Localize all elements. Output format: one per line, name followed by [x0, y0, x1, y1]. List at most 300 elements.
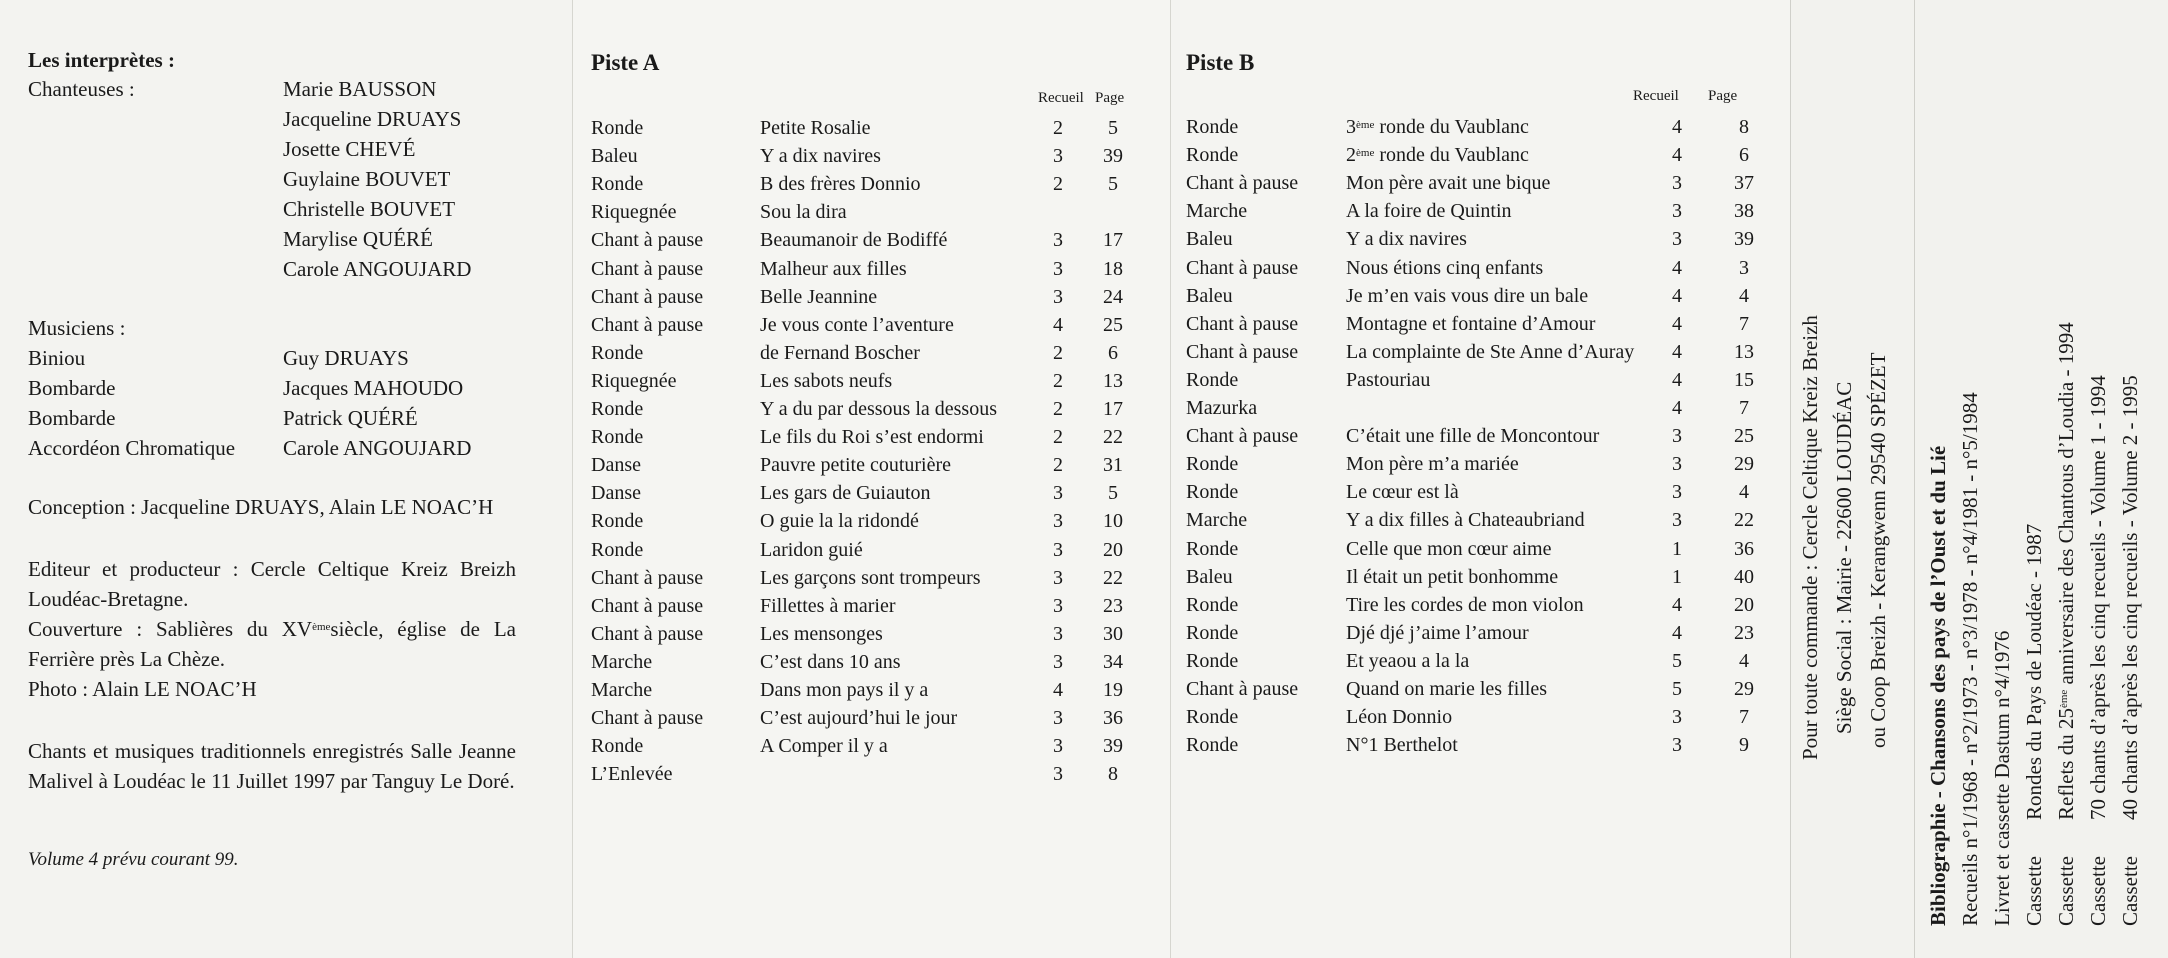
track-type: Ronde	[1186, 481, 1239, 504]
track-title-text: Il était un petit bonhomme	[1346, 565, 1559, 588]
track-page: 25	[1103, 313, 1123, 336]
track-title-rest: ronde du Vaublanc	[1374, 144, 1529, 167]
track-recueil: 3	[1053, 594, 1063, 617]
track-title	[760, 311, 954, 339]
track-row	[1171, 506, 1790, 534]
track-page: 20	[1103, 538, 1123, 561]
track-row	[1171, 113, 1790, 141]
musician-instrument: Bombarde	[28, 376, 116, 400]
track-type: Chant à pause	[591, 566, 704, 589]
track-title-text: Y a dix filles à Chateaubriand	[1346, 509, 1585, 532]
track-title-text: de Fernand Boscher	[760, 341, 920, 364]
cover-sup: ème	[312, 621, 331, 633]
track-recueil: 3	[1672, 200, 1682, 223]
track-title-text: Léon Donnio	[1346, 706, 1453, 729]
track-title	[760, 507, 919, 535]
singer-name: Carole ANGOUJARD	[283, 257, 472, 281]
track-title	[1346, 310, 1595, 338]
track-title	[1346, 169, 1550, 197]
track-title	[760, 367, 892, 395]
track-recueil: 4	[1672, 256, 1682, 279]
track-title-text: Petite Rosalie	[760, 117, 871, 139]
track-type: Marche	[1186, 509, 1248, 532]
track-title-text: C’est aujourd’hui le jour	[760, 707, 958, 730]
track-title	[1346, 591, 1584, 619]
track-page: 29	[1734, 453, 1754, 476]
bibliography-item-text-main: 70 chants d’après les cinq recueils - Volume 1 - 1994	[2086, 375, 2110, 820]
track-title-text: La complainte de Ste Anne d’Auray	[1346, 340, 1635, 363]
track-page: 39	[1103, 735, 1123, 758]
editor-text: Editeur et producteur : Cercle Celtique Kreiz Breizh Loudéac-Bretagne.	[28, 557, 516, 611]
bibliography-item-text-rest: anniversaire des Chantous d’Loudia - 1994	[2054, 322, 2078, 690]
bibliography-item-kind: Cassette	[2086, 856, 2110, 926]
track-title-rest: ronde du Vaublanc	[1374, 116, 1529, 138]
track-type: Chant à pause	[1186, 256, 1299, 279]
track-title	[1346, 282, 1588, 310]
track-recueil: 3	[1672, 453, 1682, 476]
track-title	[760, 114, 871, 142]
track-recueil: 3	[1672, 509, 1682, 532]
track-title-text: Celle que mon cœur aime	[1346, 537, 1552, 560]
track-row	[1171, 282, 1790, 310]
track-page: 5	[1108, 173, 1118, 196]
track-type: Ronde	[591, 117, 644, 139]
track-title-text: Je m’en vais vous dire un bale	[1346, 284, 1589, 307]
track-title-text: A la foire de Quintin	[1346, 200, 1512, 223]
track-title-text: Les gars de Guiauton	[760, 482, 931, 505]
bibliography-item-kind: Cassette	[2054, 856, 2078, 926]
track-title-text: Les sabots neufs	[760, 369, 893, 392]
track-title-text: Le fils du Roi s’est endormi	[760, 426, 984, 449]
order-panel	[1790, 0, 1914, 958]
track-title	[1346, 563, 1558, 591]
track-page: 4	[1739, 284, 1749, 307]
track-row	[573, 255, 1170, 283]
track-recueil: 3	[1053, 229, 1063, 252]
track-row	[573, 114, 1170, 142]
track-title	[1346, 535, 1552, 563]
track-recueil: 3	[1053, 650, 1063, 673]
track-page: 7	[1739, 312, 1749, 335]
track-type: Marche	[1186, 200, 1248, 223]
track-row	[573, 676, 1170, 704]
track-recueil: 3	[1053, 735, 1063, 758]
track-title-text: Et yeaou a la la	[1346, 649, 1470, 672]
track-title	[760, 676, 928, 704]
piste-a-page-header: Page	[1095, 90, 1125, 106]
track-title-text: C’est dans 10 ans	[760, 650, 901, 673]
track-title-text: C’était une fille de Moncontour	[1346, 425, 1600, 448]
track-title-text: Fillettes à marier	[760, 594, 896, 617]
track-type: Baleu	[1186, 565, 1233, 588]
piste-b-panel	[1170, 0, 1790, 958]
track-title	[1346, 506, 1585, 534]
track-row	[1171, 169, 1790, 197]
track-title-text: Nous étions cinq enfants	[1346, 256, 1544, 279]
track-page: 6	[1108, 341, 1118, 364]
track-recueil: 3	[1053, 622, 1063, 645]
musician-name: Carole ANGOUJARD	[283, 436, 472, 460]
singer-name: Josette CHEVÉ	[283, 137, 416, 161]
track-type: Baleu	[591, 145, 638, 168]
track-title	[760, 592, 896, 620]
bibliography-item-kind: Cassette	[2022, 856, 2046, 926]
track-row	[1171, 197, 1790, 225]
track-type: Baleu	[1186, 228, 1233, 251]
track-page: 36	[1734, 537, 1754, 560]
track-row	[1171, 619, 1790, 647]
track-recueil: 1	[1672, 565, 1682, 588]
track-row	[1171, 394, 1790, 422]
track-title	[760, 283, 877, 311]
track-row	[1171, 675, 1790, 703]
track-page: 4	[1739, 481, 1749, 504]
track-type: Riquegnée	[591, 201, 677, 224]
track-row	[1171, 310, 1790, 338]
track-page: 25	[1734, 425, 1754, 448]
track-row	[573, 339, 1170, 367]
track-recueil: 3	[1053, 257, 1063, 280]
track-type: Chant à pause	[591, 594, 704, 617]
track-row	[573, 283, 1170, 311]
bibliography-item-text-main: Reflets du 25	[2054, 708, 2078, 820]
track-title-text: A Comper il y a	[760, 735, 888, 758]
track-recueil: 2	[1053, 426, 1063, 449]
track-recueil: 4	[1672, 340, 1682, 363]
track-page: 34	[1103, 650, 1123, 673]
performers-heading: Les interprètes :	[28, 48, 175, 72]
track-recueil: 4	[1672, 312, 1682, 335]
piste-b-page-header: Page	[1708, 88, 1738, 104]
track-title	[760, 648, 901, 676]
bibliography-line-1: Recueils n°1/1968 - n°2/1973 - n°3/1978 - n°4/1981 - n°5/1984	[1958, 392, 1982, 926]
track-type: Ronde	[1186, 368, 1239, 391]
track-row	[573, 226, 1170, 254]
cover-text-b: siècle, église de La Ferrière près La Chèze.	[28, 617, 516, 671]
track-title	[760, 339, 920, 367]
singer-name: Jacqueline DRUAYS	[283, 107, 462, 131]
track-title-sup: ème	[1356, 147, 1375, 160]
track-title	[1346, 366, 1430, 394]
track-type: Baleu	[1186, 284, 1233, 307]
track-type: Chant à pause	[591, 285, 704, 308]
track-page: 8	[1108, 763, 1118, 786]
singer-name: Guylaine BOUVET	[283, 167, 451, 191]
track-type: Ronde	[1186, 144, 1239, 167]
musician-name: Patrick QUÉRÉ	[283, 406, 418, 430]
track-type: Marche	[591, 650, 653, 673]
track-type: Chant à pause	[1186, 312, 1299, 335]
bibliography-item-text	[2019, 524, 2049, 820]
track-page: 17	[1103, 398, 1123, 420]
track-recueil: 5	[1672, 678, 1682, 700]
order-line-3: ou Coop Breizh - Kerangwenn 29540 SPÉZET	[1866, 352, 1890, 748]
track-title	[760, 423, 984, 451]
track-recueil: 3	[1672, 425, 1682, 448]
track-page: 29	[1734, 678, 1754, 700]
musician-instrument: Accordéon Chromatique	[28, 436, 236, 460]
track-title-text: Djé djé j’aime l’amour	[1346, 621, 1529, 644]
track-recueil: 4	[1672, 144, 1682, 167]
track-title	[1346, 197, 1512, 225]
track-recueil: 4	[1053, 313, 1063, 336]
musician-name: Guy DRUAYS	[283, 346, 409, 370]
bibliography-title: Bibliographie - Chansons des pays de l’Oust et du Lié	[1926, 445, 1950, 926]
track-recueil: 3	[1053, 482, 1063, 505]
track-title	[760, 395, 997, 423]
track-type: Ronde	[1186, 734, 1239, 757]
track-title-text: Pauvre petite couturière	[760, 454, 952, 477]
track-title-text: Y a dix navires	[760, 145, 881, 168]
track-row	[573, 507, 1170, 535]
track-page: 3	[1739, 256, 1749, 279]
bibliography-item-kind: Cassette	[2118, 856, 2142, 926]
bibliography-item-text	[2115, 375, 2145, 820]
track-recueil: 2	[1053, 369, 1063, 392]
track-row	[1171, 450, 1790, 478]
track-title-text: Pastouriau	[1346, 368, 1431, 391]
track-type: Riquegnée	[591, 369, 677, 392]
track-page: 39	[1734, 228, 1754, 251]
track-page: 7	[1739, 397, 1749, 419]
track-type: Ronde	[591, 398, 644, 420]
bibliography-item-text	[2083, 375, 2113, 820]
track-title-text: B des frères Donnio	[760, 173, 921, 196]
track-page: 8	[1739, 116, 1749, 138]
track-page: 23	[1734, 621, 1754, 644]
track-row	[573, 142, 1170, 170]
track-type: Ronde	[1186, 537, 1239, 560]
track-recueil: 2	[1053, 117, 1063, 139]
track-title	[760, 142, 881, 170]
piste-a-title: Piste A	[591, 50, 660, 75]
track-title-text: Le cœur est là	[1346, 481, 1459, 504]
track-title-text: Malheur aux filles	[760, 257, 907, 280]
track-recueil: 1	[1672, 537, 1682, 560]
order-line-1: Pour toute commande : Cercle Celtique Kreiz Breizh	[1798, 315, 1822, 760]
track-row	[1171, 254, 1790, 282]
track-title	[1346, 113, 1529, 141]
cover-text-a: Couverture : Sablières du XV	[28, 617, 313, 641]
track-recueil: 2	[1053, 454, 1063, 477]
bibliography-item-sup: ème	[2058, 689, 2070, 709]
track-page: 38	[1734, 200, 1754, 223]
track-title-text: Mon père m’a mariée	[1346, 453, 1519, 476]
track-title	[1346, 254, 1543, 282]
track-title-text: O guie la la ridondé	[760, 510, 919, 533]
musician-instrument: Biniou	[28, 346, 86, 370]
track-page: 22	[1103, 426, 1123, 449]
track-page: 7	[1739, 706, 1749, 729]
track-page: 19	[1103, 679, 1123, 701]
track-recueil: 2	[1053, 341, 1063, 364]
track-type: Ronde	[591, 538, 644, 561]
musician-name: Jacques MAHOUDO	[283, 376, 464, 400]
track-row	[573, 367, 1170, 395]
track-recueil: 4	[1672, 116, 1682, 138]
track-recueil: 3	[1672, 734, 1682, 757]
track-recueil: 5	[1672, 649, 1682, 672]
track-page: 31	[1103, 454, 1123, 477]
track-title-text: Tire les cordes de mon violon	[1346, 593, 1584, 616]
track-page: 17	[1103, 229, 1123, 252]
track-row	[1171, 478, 1790, 506]
track-title-sup: ème	[1356, 119, 1375, 131]
photo-credit: Photo : Alain LE NOAC’H	[28, 677, 257, 701]
track-page: 22	[1103, 566, 1123, 589]
track-type: Ronde	[1186, 621, 1239, 644]
track-page: 5	[1108, 482, 1118, 505]
track-title	[760, 704, 957, 732]
track-title	[760, 170, 921, 198]
track-title-text: Je vous conte l’aventure	[760, 313, 954, 336]
track-page: 10	[1103, 510, 1123, 533]
track-type: Chant à pause	[591, 257, 704, 280]
track-recueil: 2	[1053, 398, 1063, 420]
track-row	[1171, 591, 1790, 619]
singer-name: Marie BAUSSON	[283, 77, 437, 101]
track-type: Danse	[591, 454, 641, 477]
track-row	[1171, 366, 1790, 394]
track-recueil: 4	[1672, 284, 1682, 307]
track-type: Ronde	[591, 735, 644, 758]
track-page: 30	[1103, 622, 1123, 645]
track-row	[573, 311, 1170, 339]
track-row	[573, 564, 1170, 592]
track-title-text: Les mensonges	[760, 622, 883, 645]
track-recueil: 2	[1053, 173, 1063, 196]
track-type: Ronde	[591, 426, 644, 449]
track-title-text: Les garçons sont trompeurs	[760, 566, 981, 589]
track-title	[760, 255, 907, 283]
piste-a-recueil-header: Recueil	[1038, 90, 1084, 106]
track-page: 4	[1739, 649, 1749, 672]
track-row	[1171, 703, 1790, 731]
track-row	[573, 592, 1170, 620]
track-page: 15	[1734, 368, 1754, 391]
track-type: Chant à pause	[1186, 172, 1299, 195]
track-title-text: Quand on marie les filles	[1346, 678, 1548, 700]
track-type: Ronde	[591, 173, 644, 196]
track-title-text: Beaumanoir de Bodiffé	[760, 229, 948, 252]
track-type: Chant à pause	[1186, 678, 1299, 700]
track-row	[573, 648, 1170, 676]
track-row	[573, 395, 1170, 423]
track-recueil: 3	[1053, 145, 1063, 168]
singer-name: Marylise QUÉRÉ	[283, 227, 433, 251]
track-recueil: 3	[1053, 707, 1063, 730]
track-title-text: N°1 Berthelot	[1346, 734, 1458, 757]
track-title-text: Y a du par dessous la dessous	[760, 398, 998, 420]
track-recueil: 3	[1053, 538, 1063, 561]
track-title	[760, 564, 981, 592]
track-title	[1346, 338, 1634, 366]
track-title-text: Belle Jeannine	[760, 285, 878, 308]
track-title	[1346, 703, 1452, 731]
track-page: 13	[1734, 340, 1754, 363]
musicians-label: Musiciens :	[28, 316, 126, 340]
cover-text	[28, 614, 516, 674]
track-row	[1171, 141, 1790, 169]
track-page: 24	[1103, 285, 1123, 308]
bibliography-line-2: Livret et cassette Dastum n°4/1976	[1990, 630, 2014, 926]
track-page: 37	[1734, 172, 1754, 195]
track-page: 9	[1739, 734, 1749, 757]
singer-name: Christelle BOUVET	[283, 197, 456, 221]
track-recueil: 3	[1053, 763, 1063, 786]
track-title-text: Mon père avait une bique	[1346, 172, 1551, 195]
track-row	[573, 451, 1170, 479]
track-page: 6	[1739, 144, 1749, 167]
track-type: Mazurka	[1186, 397, 1258, 419]
track-type: Chant à pause	[591, 707, 704, 730]
track-type: L’Enlevée	[591, 763, 673, 786]
track-type: Marche	[591, 679, 653, 701]
track-title	[760, 451, 951, 479]
track-recueil: 4	[1672, 368, 1682, 391]
track-recueil: 3	[1053, 285, 1063, 308]
track-row	[1171, 731, 1790, 759]
track-type: Ronde	[591, 510, 644, 533]
track-type: Ronde	[1186, 453, 1239, 476]
track-page: 22	[1734, 509, 1754, 532]
bibliography-item-text-main: Rondes du Pays de Loudéac - 1987	[2022, 523, 2046, 820]
track-page: 40	[1734, 565, 1754, 588]
track-row	[1171, 422, 1790, 450]
track-row	[573, 620, 1170, 648]
track-row	[573, 198, 1170, 226]
recording-text: Chants et musiques traditionnels enregistrés Salle Jeanne Malivel à Loudéac le 11 Juillet 1997 par Tanguy Le Doré.	[28, 739, 516, 793]
track-recueil: 4	[1053, 679, 1063, 701]
track-type: Ronde	[1186, 593, 1239, 616]
track-title	[760, 620, 883, 648]
track-row	[1171, 647, 1790, 675]
track-title	[1346, 422, 1599, 450]
order-line-2: Siège Social : Mairie - 22600 LOUDÉAC	[1832, 381, 1856, 734]
track-title	[1346, 619, 1529, 647]
bibliography-item-text-main: 40 chants d’après les cinq recueils - Volume 2 - 1995	[2118, 375, 2142, 820]
track-page: 23	[1103, 594, 1123, 617]
track-recueil: 3	[1672, 172, 1682, 195]
piste-a-panel	[572, 0, 1170, 958]
track-page: 20	[1734, 593, 1754, 616]
track-row	[573, 479, 1170, 507]
volume-note: Volume 4 prévu courant 99.	[28, 849, 239, 870]
track-recueil: 4	[1672, 593, 1682, 616]
piste-b-title: Piste B	[1186, 50, 1255, 75]
track-title	[1346, 675, 1547, 703]
track-row	[1171, 225, 1790, 253]
track-type: Chant à pause	[591, 313, 704, 336]
track-recueil: 4	[1672, 397, 1682, 419]
track-title	[1346, 478, 1459, 506]
track-title	[760, 536, 863, 564]
bibliography-item-text	[2051, 322, 2081, 820]
track-page: 18	[1103, 257, 1123, 280]
piste-b-recueil-header: Recueil	[1633, 88, 1679, 104]
track-title	[760, 226, 947, 254]
track-page: 39	[1103, 145, 1123, 168]
track-type: Chant à pause	[591, 229, 704, 252]
track-recueil: 3	[1053, 510, 1063, 533]
track-recueil: 3	[1672, 228, 1682, 251]
track-recueil: 3	[1672, 481, 1682, 504]
track-type: Ronde	[591, 341, 644, 364]
track-title-text: Laridon guié	[760, 538, 863, 561]
track-recueil: 4	[1672, 621, 1682, 644]
track-title	[1346, 225, 1467, 253]
track-title-text: 2	[1346, 144, 1356, 167]
